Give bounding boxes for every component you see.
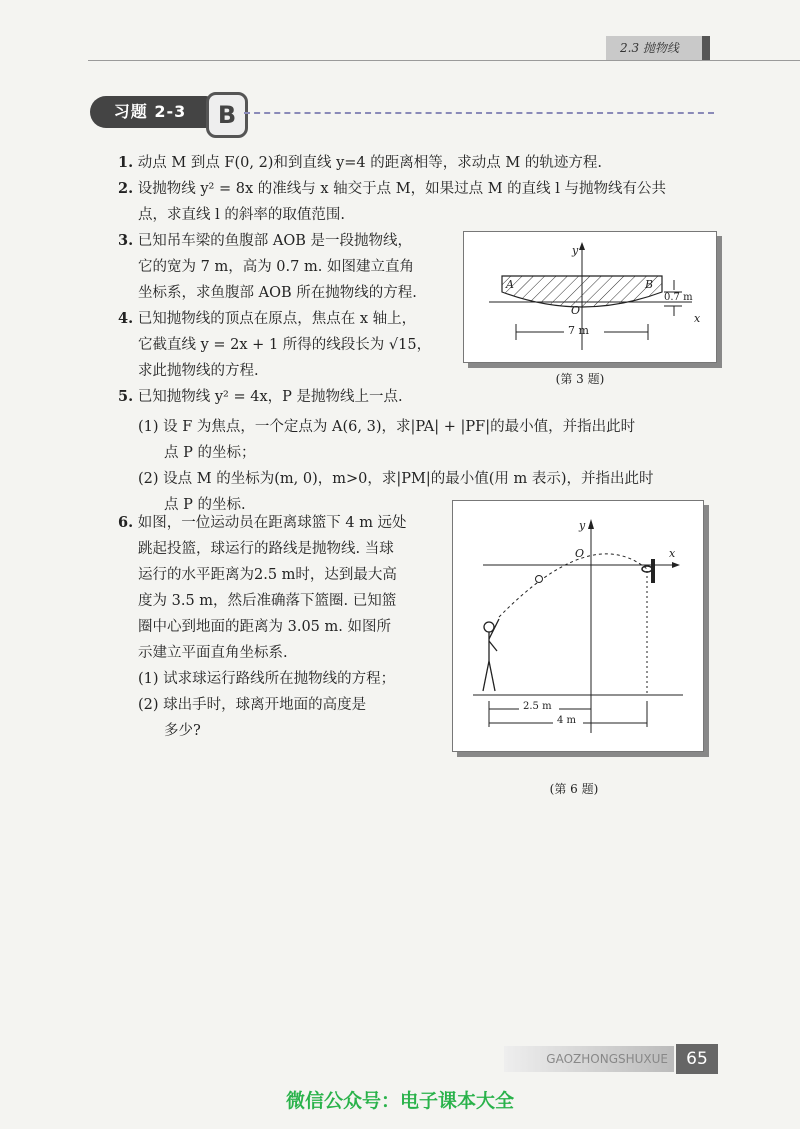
figure-6-caption: (第 6 题) — [549, 782, 599, 796]
problem-text: 它截直线 y = 2x + 1 所得的线段长为 √15， — [138, 337, 432, 353]
subquestion-text: (1) 设 F 为焦点，一个定点为 A(6, 3)，求|PA| + |PF|的最小值，并指出此时 — [138, 419, 636, 435]
problem-number: 6. — [118, 514, 134, 531]
section-tab: 2.3 抛物线 — [606, 36, 710, 60]
problem-text: 坐标系，求鱼腹部 AOB 所在抛物线的方程. — [138, 285, 417, 301]
player-figure-icon — [483, 619, 499, 691]
figure-6 — [452, 500, 704, 752]
fig3-x-label: x — [694, 312, 701, 325]
fig3-height-label: 0.7 m — [664, 292, 693, 303]
series-banner: GAOZHONGSHUXUE — [504, 1046, 674, 1072]
problem-text: 跳起投篮，球运行的路线是抛物线. 当球 — [138, 541, 394, 557]
fig6-dim-4-label: 4 m — [557, 715, 577, 726]
fig6-origin-label: O — [575, 547, 585, 560]
ball-trajectory — [499, 554, 647, 617]
problem-text: 动点 M 到点 F(0, 2)和到直线 y=4 的距离相等，求动点 M 的轨迹方程. — [137, 155, 602, 171]
exercise-level-badge: B — [206, 92, 248, 138]
watermark-text: 微信公众号：电子课本大全 — [285, 1090, 514, 1112]
fig3-a-label: A — [506, 278, 514, 291]
problem-text: 它的宽为 7 m，高为 0.7 m. 如图建立直角 — [138, 259, 414, 275]
fig3-b-label: B — [645, 278, 654, 291]
title-dotted-rule — [244, 112, 714, 114]
figure-3 — [463, 231, 717, 363]
problem-5 — [118, 384, 403, 410]
figure-3-caption: (第 3 题) — [555, 372, 605, 386]
figure-6-diagram — [453, 501, 703, 751]
fig6-dim-25-label: 2.5 m — [523, 701, 552, 712]
fig3-y-label: y — [572, 244, 579, 257]
problem-text: 求此抛物线的方程. — [138, 363, 259, 379]
exercise-title: 习题 2-3 — [90, 96, 210, 128]
ball-icon — [536, 576, 543, 583]
page-number: 65 — [676, 1044, 718, 1074]
problem-text: 示建立平面直角坐标系. — [138, 645, 288, 661]
problem-2 — [118, 176, 666, 202]
fig3-width-label: 7 m — [568, 324, 589, 337]
problem-text: 度为 3.5 m，然后准确落下篮圈. 已知篮 — [138, 593, 397, 609]
problem-text: 运行的水平距离为2.5 m时，达到最大高 — [138, 567, 397, 583]
problem-text: 点，求直线 l 的斜率的取值范围. — [138, 207, 345, 223]
fig6-y-label: y — [579, 519, 586, 532]
problem-number: 2. — [118, 180, 134, 197]
problem-text: 已知抛物线 y² = 4x，P 是抛物线上一点. — [137, 389, 403, 405]
y-axis-arrow — [588, 519, 594, 529]
problem-number: 3. — [118, 232, 134, 249]
subquestion-text: (1) 试求球运行路线所在抛物线的方程； — [138, 671, 396, 687]
problem-text: 设抛物线 y² = 8x 的准线与 x 轴交于点 M，如果过点 M 的直线 l 与抛物线有公共 — [137, 181, 667, 197]
problem-4 — [118, 306, 416, 332]
subquestion-text: (2) 设点 M 的坐标为(m, 0)，m>0，求|PM|的最小值(用 m 表示)，并指出此时 — [138, 471, 654, 487]
problem-text: 已知吊车梁的鱼腹部 AOB 是一段抛物线， — [137, 233, 412, 249]
problem-text: 已知抛物线的顶点在原点，焦点在 x 轴上， — [137, 311, 417, 327]
fig6-x-label: x — [669, 547, 676, 560]
problem-number: 5. — [118, 388, 134, 405]
problem-text: 如图，一位运动员在距离球篮下 4 m 远处 — [137, 515, 407, 531]
problem-6 — [118, 510, 407, 536]
subquestion-text: 多少? — [164, 723, 201, 739]
subquestion-text: 点 P 的坐标. — [164, 497, 246, 513]
problem-1 — [118, 150, 602, 176]
subquestion-text: (2) 球出手时，球离开地面的高度是 — [138, 697, 367, 713]
x-axis-arrow — [672, 562, 680, 568]
fig3-origin-label: O — [571, 304, 581, 317]
problem-number: 1. — [118, 154, 134, 171]
problem-text: 圈中心到地面的距离为 3.05 m. 如图所 — [138, 619, 391, 635]
y-axis-arrow — [579, 242, 585, 250]
subquestion-text: 点 P 的坐标； — [164, 445, 256, 461]
header-rule — [88, 60, 800, 61]
problem-number: 4. — [118, 310, 134, 327]
problem-3 — [118, 228, 412, 254]
